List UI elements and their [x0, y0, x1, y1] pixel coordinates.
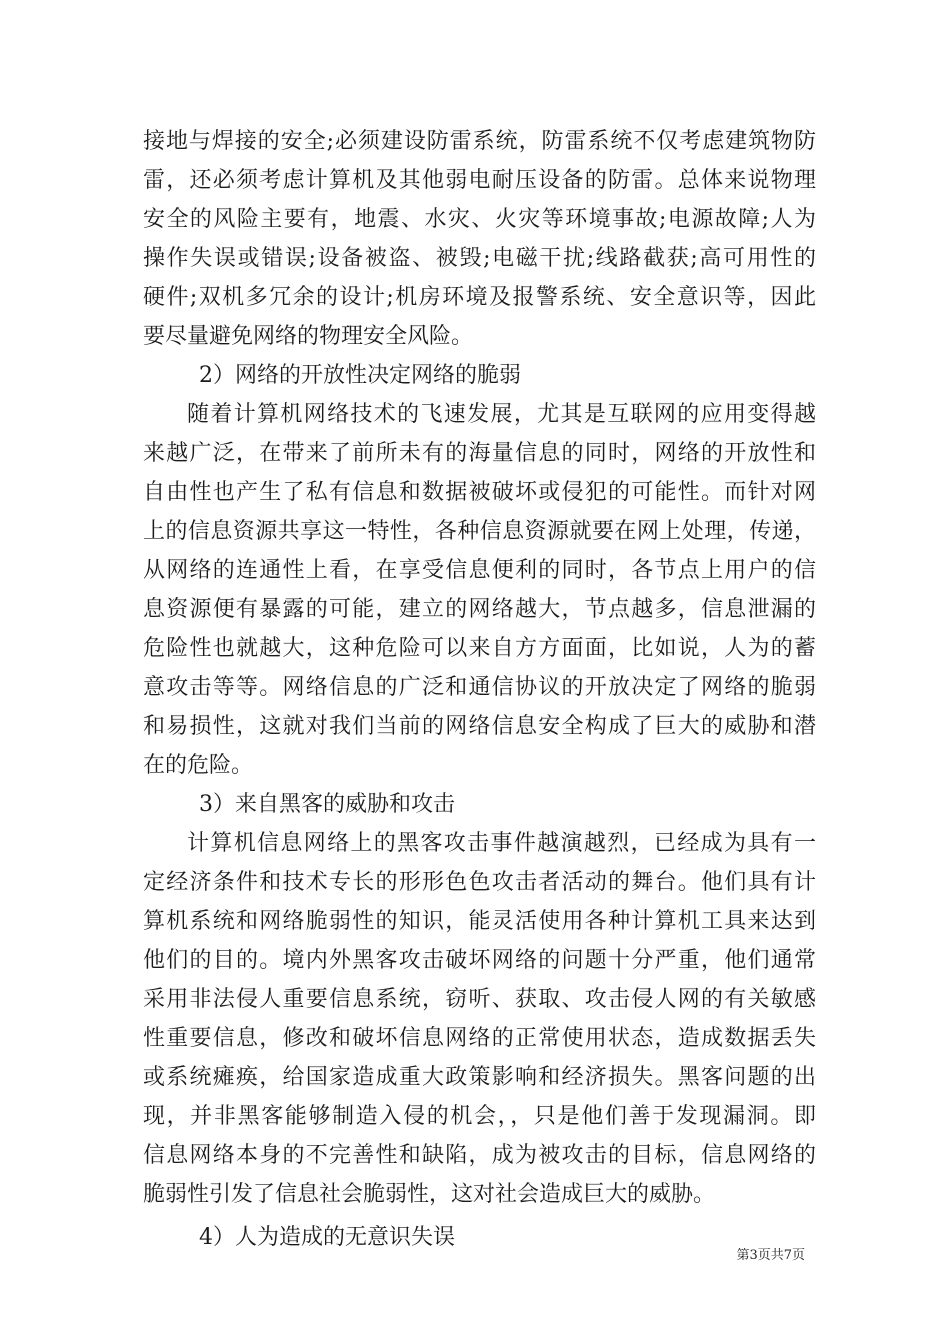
text-line: 性重要信息，修改和破坏信息网络的正常使用状态，造成数据丢失: [143, 1026, 816, 1051]
text-line: 信息网络本身的不完善性和缺陷，成为被攻击的目标，信息网络的: [143, 1143, 816, 1168]
text-line: 脆弱性引发了信息社会脆弱性，这对社会造成巨大的威胁。: [143, 1182, 716, 1207]
section-heading-2: 2）网络的开放性决定网络的脆弱: [199, 363, 521, 388]
text-line: 他们的目的。境内外黑客攻击破坏网络的问题十分严重，他们通常: [143, 948, 816, 973]
text-line: 在的危险。: [143, 753, 254, 778]
text-line: 或系统瘫痪，给国家造成重大政策影响和经济损失。黑客问题的出: [143, 1065, 816, 1090]
text-line: 现，并非黑客能够制造入侵的机会，，只是他们善于发现漏洞。即: [143, 1104, 816, 1129]
text-line: 操作失误或错误;设备被盗、被毁;电磁干扰;线路截获;高可用性的: [143, 246, 816, 271]
text-line: 随着计算机网络技术的飞速发展，尤其是互联网的应用变得越: [187, 402, 816, 427]
section-heading-3: 3）来自黑客的威胁和攻击: [199, 792, 455, 817]
text-line: 安全的风险主要有，地震、水灾、火灾等环境事故;电源故障;人为: [143, 207, 816, 232]
text-line: 采用非法侵人重要信息系统，窃听、获取、攻击侵人网的有关敏感: [143, 987, 816, 1012]
text-line: 自由性也产生了私有信息和数据被破坏或侵犯的可能性。而针对网: [143, 480, 816, 505]
page-footer: [0, 1247, 950, 1265]
text-line: 来越广泛，在带来了前所未有的海量信息的同时，网络的开放性和: [143, 441, 816, 466]
page-number: 第3页共7页: [736, 1248, 805, 1263]
text-line: 接地与焊接的安全;必须建设防雷系统，防雷系统不仅考虑建筑物防: [143, 129, 816, 154]
document-body: [143, 122, 816, 1257]
text-line: 危险性也就越大，这种危险可以来自方方面面，比如说，人为的蓄: [143, 636, 816, 661]
text-line: 和易损性，这就对我们当前的网络信息安全构成了巨大的威胁和潜: [143, 714, 816, 739]
text-line: 上的信息资源共享这一特性，各种信息资源就要在网上处理，传递，: [143, 519, 816, 544]
text-line: 从网络的连通性上看，在享受信息便利的同时，各节点上用户的信: [143, 558, 816, 583]
text-line: 计算机信息网络上的黑客攻击事件越演越烈，已经成为具有一: [187, 831, 816, 856]
text-line: 要尽量避免网络的物理安全风险。: [143, 324, 474, 349]
text-line: 硬件;双机多冗余的设计;机房环境及报警系统、安全意识等，因此: [143, 285, 816, 310]
text-line: 息资源便有暴露的可能，建立的网络越大，节点越多，信息泄漏的: [143, 597, 816, 622]
text-line: 定经济条件和技术专长的形形色色攻击者活动的舞台。他们具有计: [143, 870, 816, 895]
text-line: 雷，还必须考虑计算机及其他弱电耐压设备的防雷。总体来说物理: [143, 168, 816, 193]
text-line: 算机系统和网络脆弱性的知识，能灵活使用各种计算机工具来达到: [143, 909, 816, 934]
section-heading-4: 4）人为造成的无意识失误: [199, 1225, 455, 1250]
text-line: 意攻击等等。网络信息的广泛和通信协议的开放决定了网络的脆弱: [143, 675, 816, 700]
